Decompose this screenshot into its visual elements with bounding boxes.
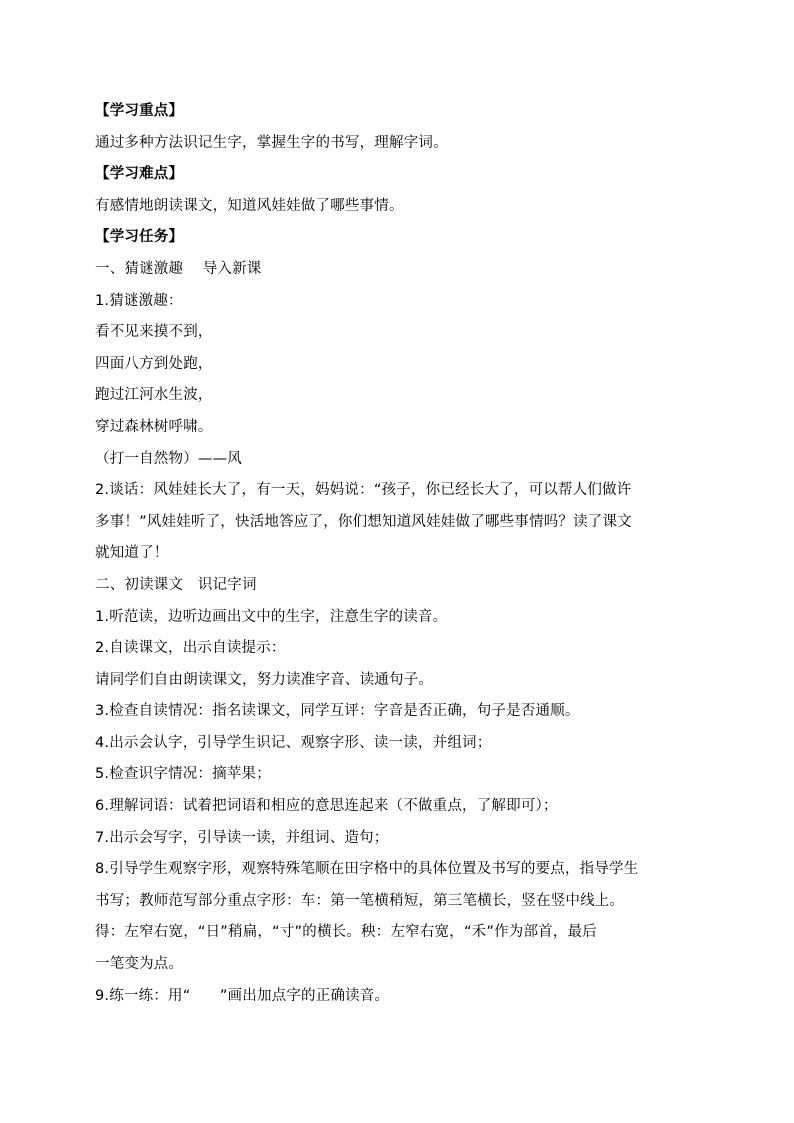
part2-item9: 9.练一练：用“ ”画出加点字的正确读音。 (95, 987, 390, 1004)
part2-item: 7.出示会写字，引导读一读，并组词、造句； (95, 829, 389, 846)
difficulty-heading: 【学习难点】 (95, 166, 184, 183)
part1-item2-line: 就知道了！ (95, 545, 169, 562)
part2-item: 1.听范读，边听边画出文中的生字，注意生字的读音。 (95, 608, 448, 625)
part2-item: 请同学们自由朗读课文，努力读准字音、读通句子。 (95, 671, 434, 688)
part2-item8-line: 一笔变为点。 (95, 956, 184, 973)
focus-text: 通过多种方法识记生字，掌握生字的书写，理解字词。 (95, 134, 448, 151)
riddle-line: 穿过森林树呼啸。 (95, 418, 213, 435)
part2-item: 6.理解词语：试着把词语和相应的意思连起来（不做重点，了解即可）； (95, 798, 558, 815)
part1-item2-line: 2.谈话：风娃娃长大了，有一天，妈妈说：“孩子，你已经长大了，可以帮人们做许 (95, 482, 632, 499)
riddle-line: 看不见来摸不到， (95, 324, 213, 341)
difficulty-text: 有感情地朗读课文，知道风娃娃做了哪些事情。 (95, 197, 404, 214)
focus-heading: 【学习重点】 (95, 103, 184, 119)
part2-title: 二、初读课文 识记字词 (95, 576, 257, 593)
document-body (95, 96, 705, 1012)
part1-title: 一、猜谜激趣 导入新课 (95, 260, 262, 277)
part2-item8-line: 书写；教师范写部分重点字形：车：第一笔横稍短，第三笔横长，竖在竖中线上。 (95, 892, 625, 909)
part1-item1: 1.猜谜激趣： (95, 292, 183, 309)
riddle-line: 四面八方到处跑， (95, 355, 213, 372)
part2-item: 3.检查自读情况：指名读课文，同学互评：字音是否正确，句子是否通顺。 (95, 703, 580, 720)
task-heading: 【学习任务】 (95, 229, 184, 246)
part2-item8-line: 8.引导学生观察字形，观察特殊笔顺在田字格中的具体位置及书写的要点，指导学生 (95, 861, 639, 878)
part1-item2-line: 多事！”风娃娃听了，快活地答应了，你们想知道风娃娃做了哪些事情吗？读了课文 (95, 513, 632, 530)
part2-item: 2.自读课文，出示自读提示： (95, 640, 286, 657)
part2-item: 5.检查识字情况：摘苹果； (95, 766, 271, 783)
riddle-line: 跑过江河水生波， (95, 387, 213, 404)
riddle-answer: （打一自然物）——风 (95, 450, 242, 467)
part2-item8-line: 得：左窄右宽，“日”稍扁，“寸”的横长。秧：左窄右宽，“禾”作为部首，最后 (95, 924, 597, 941)
part2-item: 4.出示会认字，引导学生识记、观察字形、读一读，并组词； (95, 734, 492, 751)
